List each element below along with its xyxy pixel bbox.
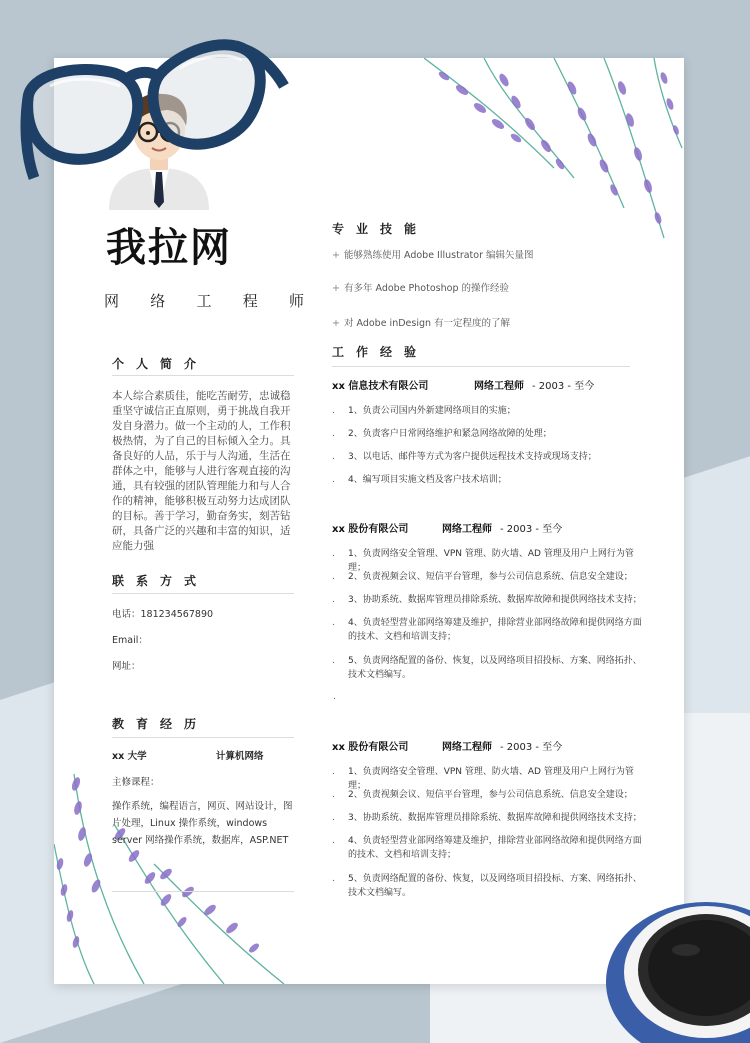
job-header — [332, 520, 563, 535]
duty-item: . 3、以电话、邮件等方式为客户提供远程技术支持或现场支持； — [332, 452, 597, 462]
position-title: 网络工程师 - 2003 - 至今 — [442, 742, 563, 753]
duty-item: . 1、负责网络安全管理、VPN 管理、防火墙、AD 管理及用户上网行为管理； — [332, 549, 634, 573]
major-name: 计算机网络 — [216, 751, 264, 762]
resume-page — [54, 58, 684, 984]
divider — [112, 737, 294, 738]
duty-item: . 2、负责客户日常网络维护和紧急网络故障的处理； — [332, 429, 552, 439]
duty-item: . 5、负责网络配置的备份、恢复，以及网络项目招投标、方案、网络拓扑、技术文档编写。 — [332, 874, 642, 898]
job-title-char: 工 — [196, 292, 212, 310]
work-section-title: 工作经验 — [332, 345, 429, 359]
intro-section-title: 个人简介 — [112, 357, 209, 371]
job-title-char: 程 — [242, 292, 258, 310]
position-title: 网络工程师 - 2003 - 至今 — [474, 381, 595, 392]
courses-label: 主修课程： — [112, 777, 160, 788]
courses-text: 操作系统，编程语言，网页、网站设计，图片处理，Linux 操作系统，windows server 网络操作系统，数据库，ASP.NET — [112, 801, 293, 846]
skill-item: + 有多年 Adobe Photoshop 的操作经验 — [332, 283, 509, 294]
duty-item: . 4、负责轻型营业部网络筹建及维护，排除营业部网络故障和提供网络方面的技术、文档和培训支持； — [332, 618, 642, 642]
duty-item: . 3、协助系统、数据库管理员排除系统、数据库故障和提供网络技术支持； — [332, 813, 642, 823]
education-section-title: 教育经历 — [112, 717, 209, 731]
company-name: xx 股份有限公司 — [332, 524, 409, 535]
divider — [332, 366, 630, 367]
job-title-char: 络 — [150, 292, 166, 310]
duty-item: . 2、负责视频会议、短信平台管理，参与公司信息系统、信息安全建设； — [332, 790, 633, 800]
duty-item: . 1、负责网络安全管理、VPN 管理、防火墙、AD 管理及用户上网行为管理； — [332, 767, 634, 791]
job-header — [332, 738, 563, 753]
intro-text: 本人综合素质佳，能吃苦耐劳，忠诚稳重坚守诚信正直原则，勇于挑战自我开发自身潜力。做一个主动的人，工作积极热情，为了自己的目标倾入全力。具备良好的人品，乐于与人沟通，生活在群体之中，能够与人进行客观直接的沟通，具有较强的团队管理能力和与人合作的精神，能够积极互动努力达成团队的目标。善于学习，勤奋务实，刻苦钻研，具备广泛的兴趣和丰富的知识，适应能力强 — [112, 390, 291, 552]
duty-item: . 4、负责轻型营业部网络筹建及维护，排除营业部网络故障和提供网络方面的技术、文档和培训支持； — [332, 836, 642, 860]
duty-item: . 1、负责公司国内外新建网络项目的实施； — [332, 406, 516, 416]
job-title — [104, 290, 304, 311]
divider — [112, 375, 294, 376]
company-name: xx 股份有限公司 — [332, 742, 409, 753]
job-title-char: 师 — [288, 292, 304, 310]
lavender-decoration-icon — [54, 764, 304, 984]
company-name: xx 信息技术有限公司 — [332, 381, 429, 392]
skill-item: + 对 Adobe inDesign 有一定程度的了解 — [332, 318, 511, 329]
duty-item: . 2、负责视频会议、短信平台管理，参与公司信息系统、信息安全建设； — [332, 572, 633, 582]
glasses-icon — [10, 16, 290, 186]
contact-website: 网址： — [112, 661, 141, 672]
divider — [112, 891, 294, 892]
person-name: 我拉网 — [106, 225, 232, 271]
lavender-decoration-icon — [424, 58, 684, 248]
coffee-cup-icon — [596, 832, 750, 1043]
contact-email: Email： — [112, 635, 148, 646]
duty-item: . 4、编写项目实施文档及客户技术培训； — [332, 475, 507, 485]
position-title: 网络工程师 - 2003 - 至今 — [442, 524, 563, 535]
contact-section-title: 联系方式 — [112, 574, 209, 588]
duty-item: . 3、协助系统、数据库管理员排除系统、数据库故障和提供网络技术支持； — [332, 595, 642, 605]
duty-item: . 5、负责网络配置的备份、恢复，以及网络项目招投标、方案、网络拓扑、技术文档编写。 — [332, 656, 642, 680]
job-title-char: 网 — [104, 292, 120, 310]
skill-item: + 能够熟练使用 Adobe Illustrator 编辑矢量图 — [332, 250, 534, 261]
contact-phone: 电话：18123456789​0 — [112, 609, 214, 620]
job-header — [332, 377, 595, 392]
skills-section-title: 专业技能 — [332, 222, 429, 236]
school-name: xx 大学 — [112, 751, 147, 762]
divider — [112, 593, 294, 594]
bullet-dot: . — [333, 692, 336, 702]
